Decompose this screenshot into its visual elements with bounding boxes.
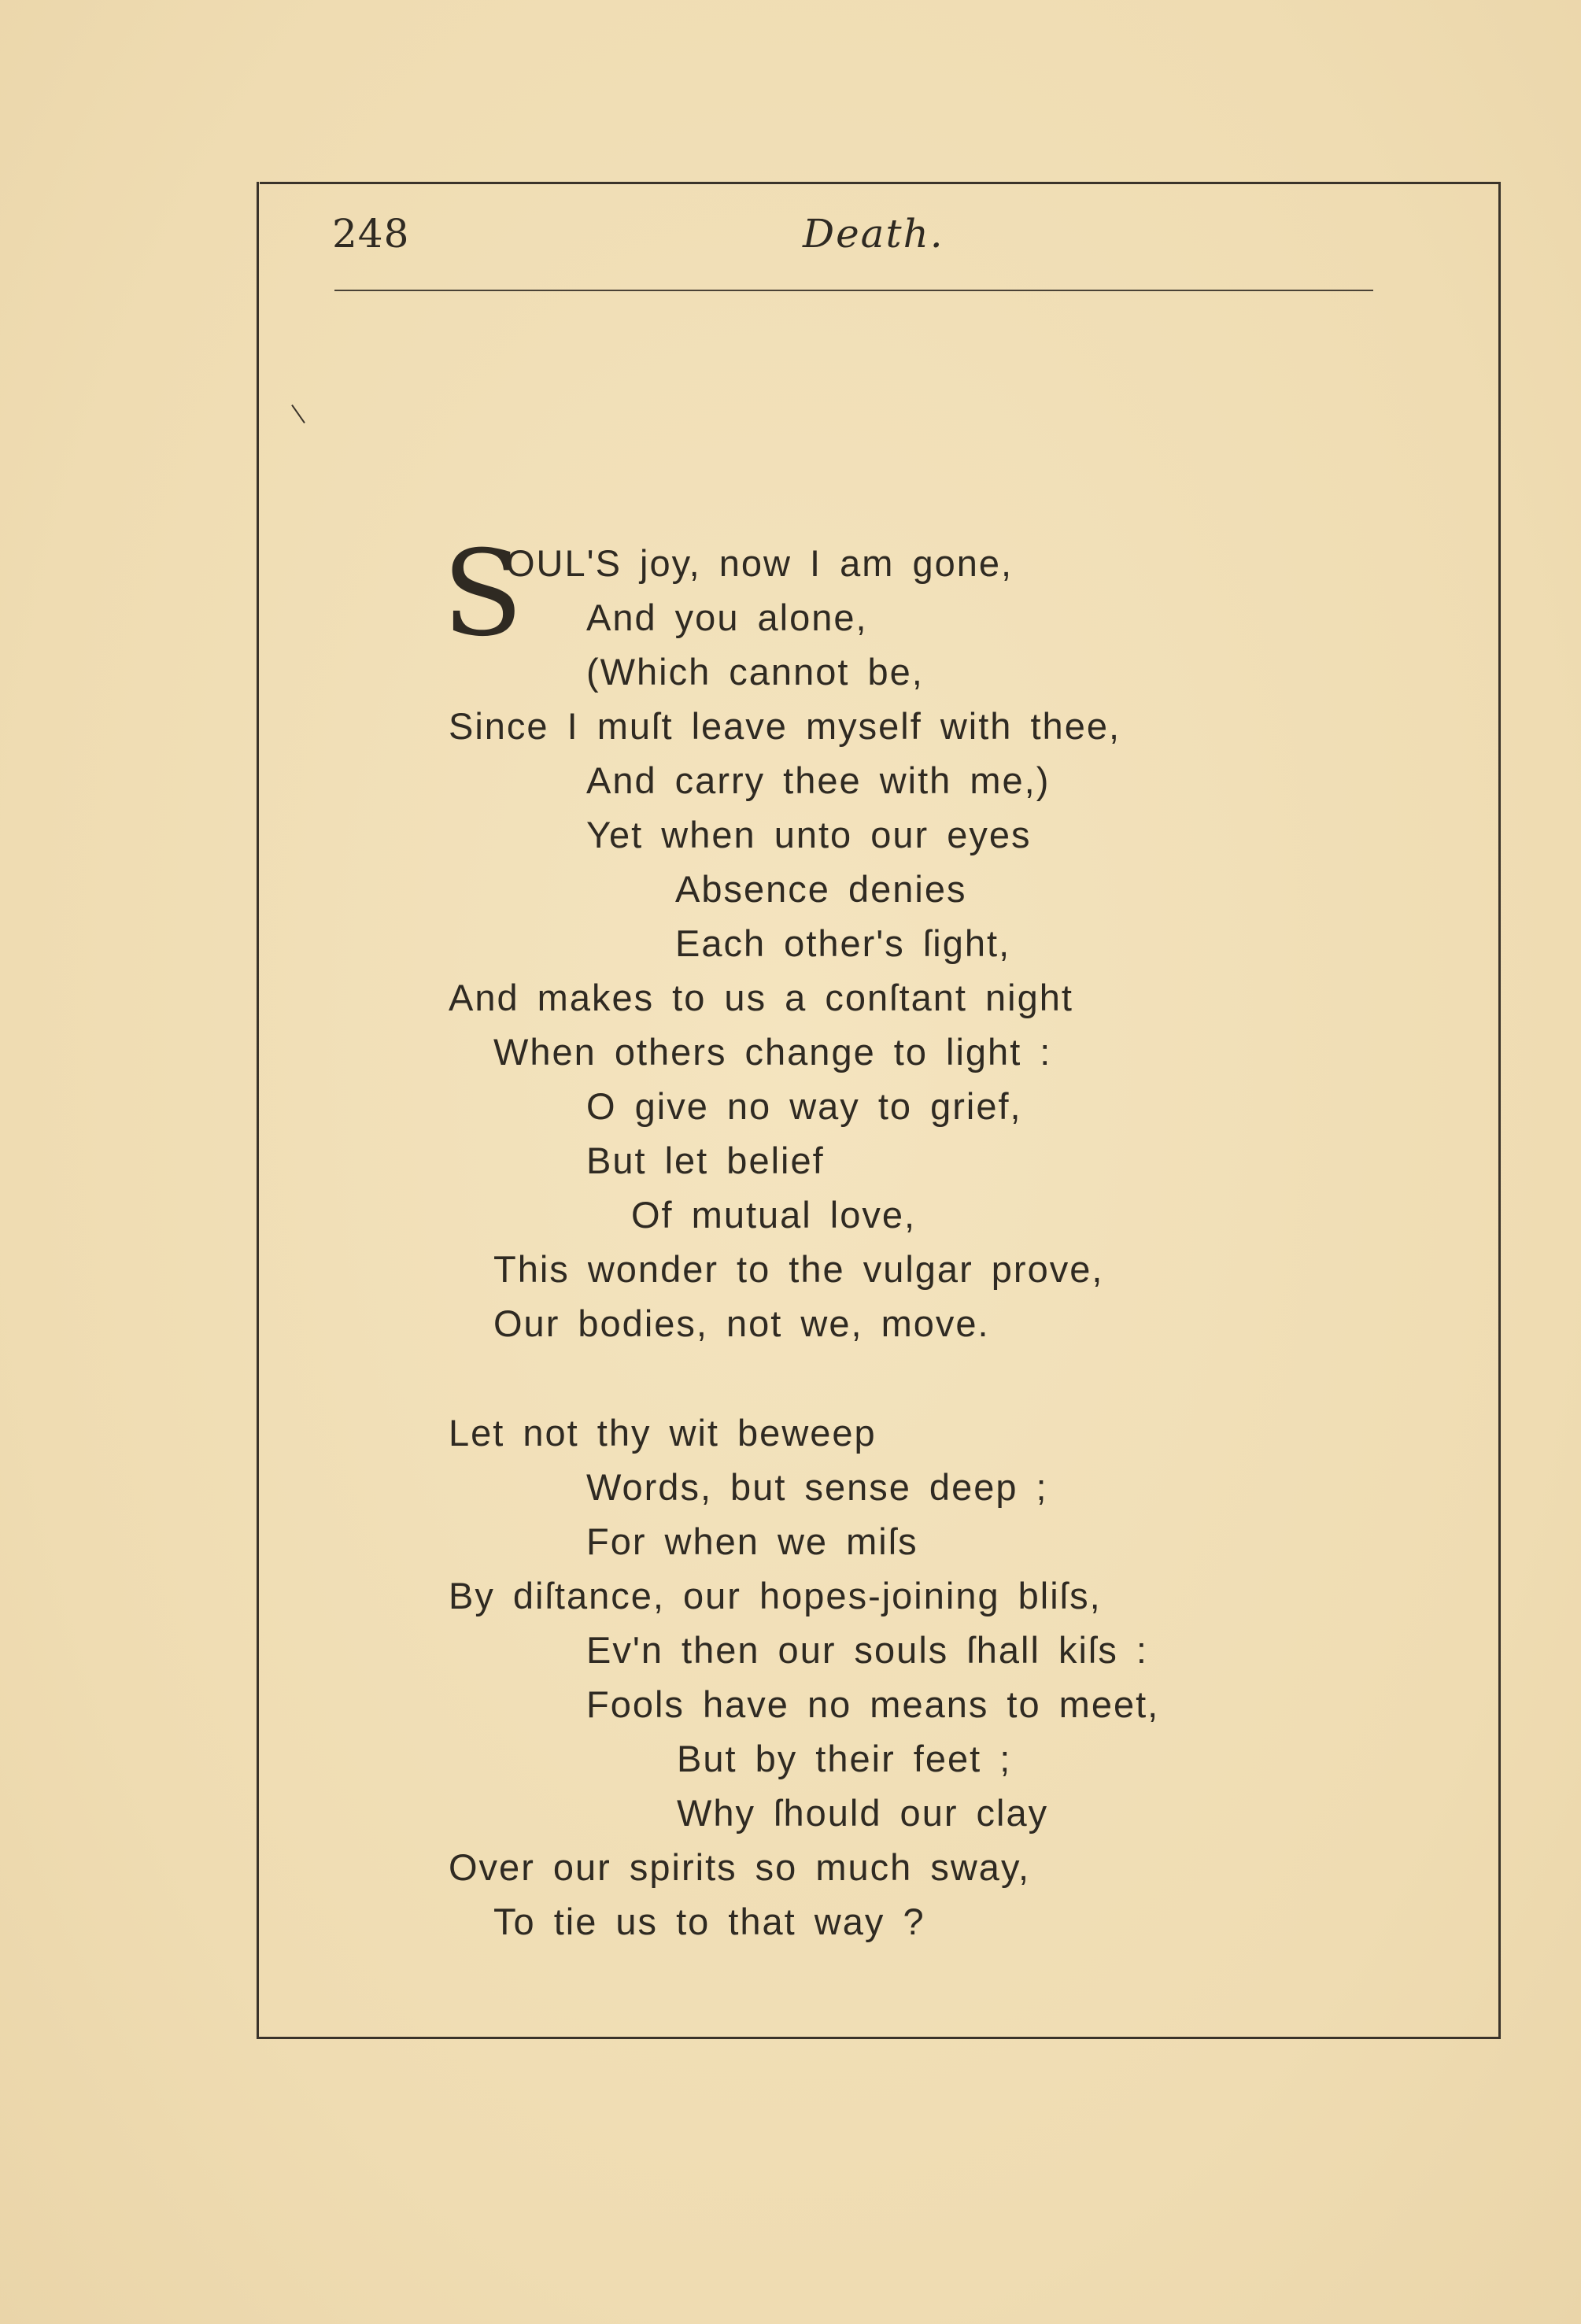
poem-line: Absence denies (675, 868, 967, 910)
page-number: 248 (332, 211, 410, 257)
poem-line: Yet when unto our eyes (586, 814, 1032, 855)
frame-border-bottom (257, 2037, 1501, 2039)
frame-border-right (1498, 182, 1501, 2039)
poem-line: Our bodies, not we, move. (493, 1302, 990, 1344)
poem-line: Why ſhould our clay (677, 1792, 1049, 1834)
drop-cap: S (442, 526, 525, 663)
poem-line: When others change to light : (493, 1031, 1052, 1073)
frame-border-top (260, 182, 1498, 184)
poem-line: Since I muſt leave myself with thee, (449, 705, 1121, 747)
poem-line: And you alone, (586, 597, 868, 638)
poem-line: Over our spirits so much sway, (449, 1846, 1031, 1888)
poem-line: But by their feet ; (677, 1738, 1012, 1779)
stray-mark (291, 405, 305, 423)
poem-line: For when we miſs (586, 1520, 918, 1562)
poem-line: This wonder to the vulgar prove, (493, 1248, 1104, 1290)
header-rule (334, 290, 1373, 291)
poem-line: And makes to us a conſtant night (449, 977, 1073, 1018)
poem-line: Each other's ſight, (675, 922, 1011, 964)
poem-line: Ev'n then our souls ſhall kiſs : (586, 1629, 1148, 1671)
poem-line: Fools have no means to meet, (586, 1683, 1160, 1725)
poem-line: And carry thee with me,) (586, 759, 1051, 801)
poem-line: OUL'S joy, now I am gone, (506, 542, 1014, 584)
poem-line: Of mutual love, (631, 1194, 917, 1236)
poem-line: But let belief (586, 1140, 825, 1181)
poem-line: To tie us to that way ? (493, 1901, 925, 1942)
poem-line: Let not thy wit beweep (449, 1412, 877, 1454)
poem-line: Words, but sense deep ; (586, 1466, 1048, 1508)
poem-line: (Which cannot be, (586, 651, 924, 693)
running-title: Death. (803, 211, 944, 257)
poem-line: By diſtance, our hopes-joining bliſs, (449, 1575, 1102, 1616)
poem-line: O give no way to grief, (586, 1085, 1022, 1127)
frame-border-left (257, 182, 259, 2039)
